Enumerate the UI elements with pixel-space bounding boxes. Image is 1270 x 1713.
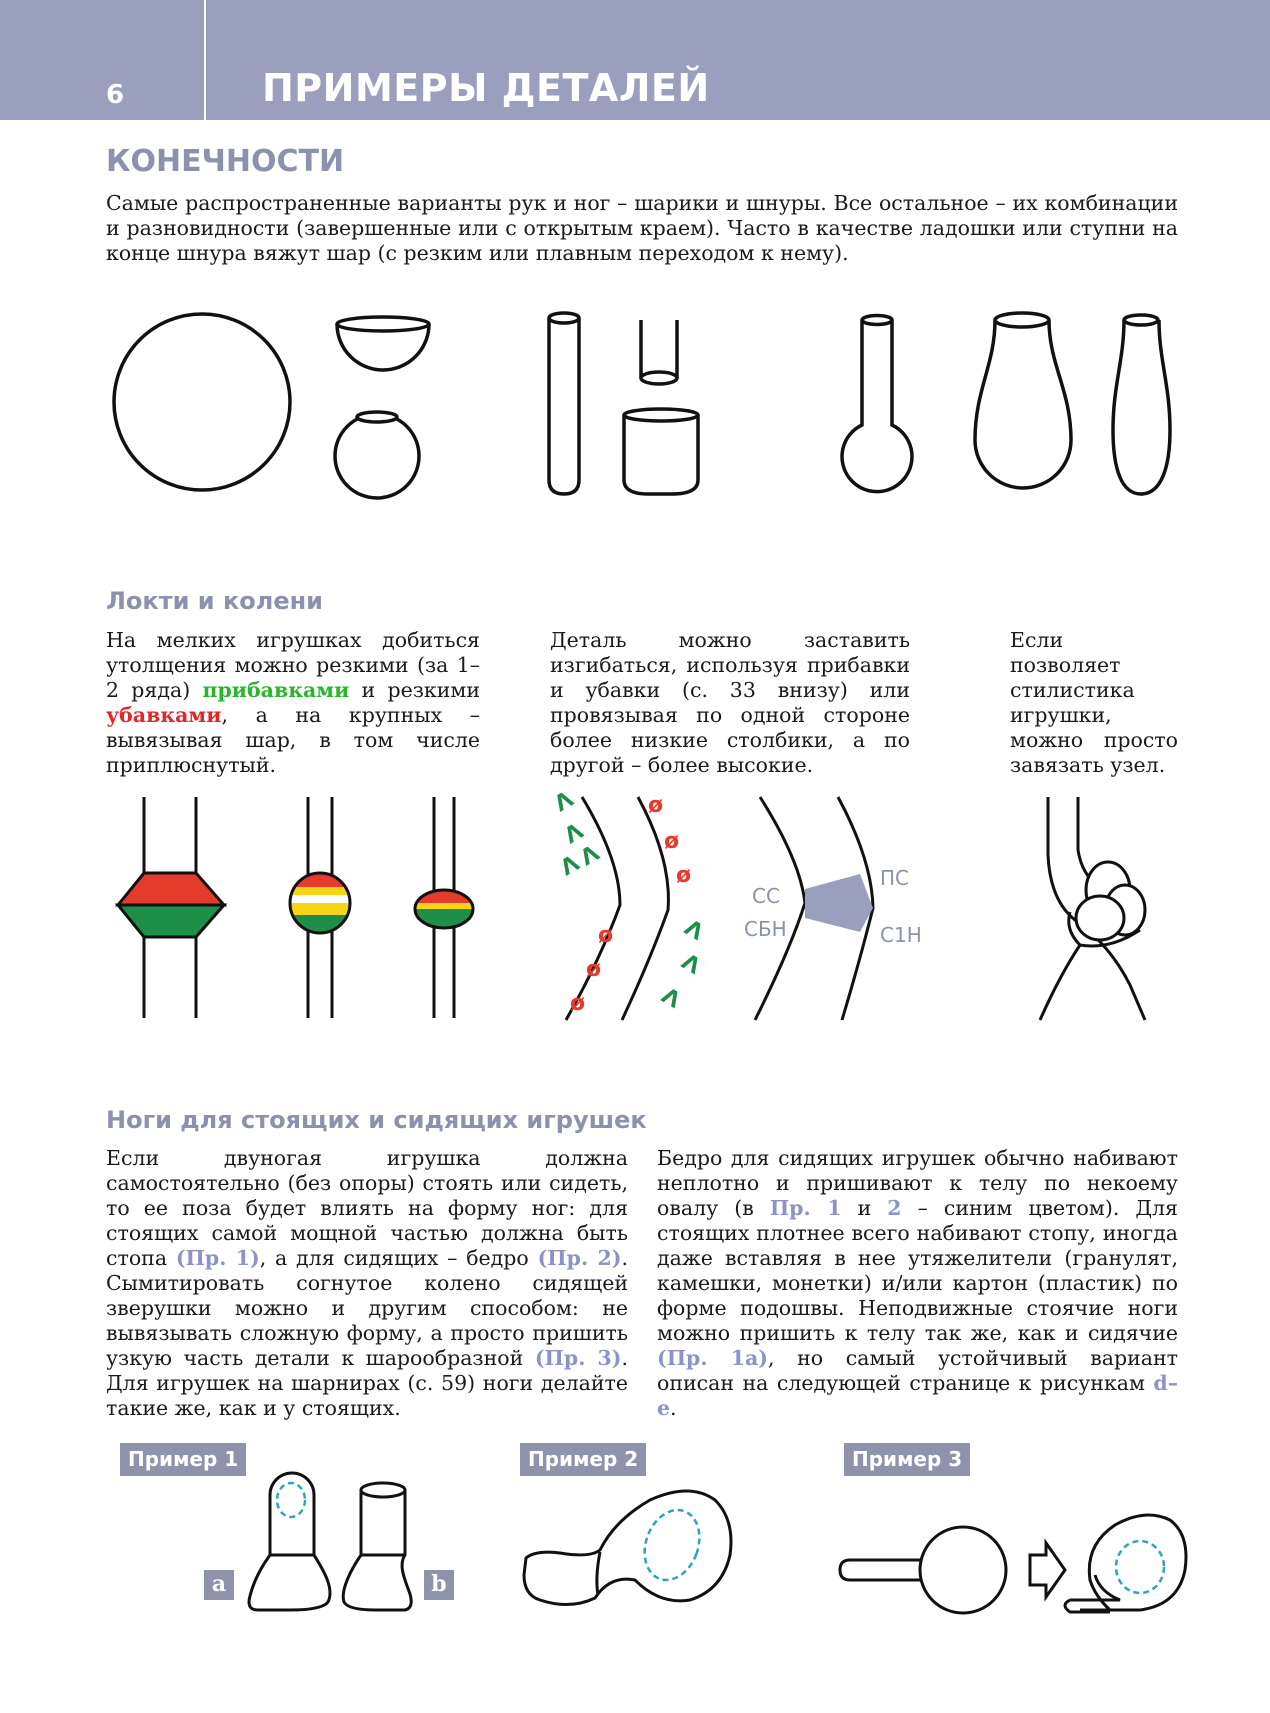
narrow-part xyxy=(840,1560,925,1580)
examples-figure xyxy=(0,1470,1270,1670)
label-ps: ПС xyxy=(880,866,910,890)
legs-text: и xyxy=(841,1196,888,1220)
elbows-figure xyxy=(0,787,1270,1030)
legs-text: – синим цветом). Для стоящих плотнее всего набивают стопу, иногда даже вставляя в нее утяжелители (гранулят, камешки, монетки) и/или картон (пластик) по форме подошвы. Неподвижные стоячие ноги можно пришить к телу так же, как и сидячие xyxy=(657,1196,1178,1345)
knot xyxy=(1040,797,1145,1020)
variant-a-label: a xyxy=(204,1570,234,1600)
tube-ball-rim xyxy=(862,316,892,325)
page-header xyxy=(0,0,1270,120)
decrease-symbols xyxy=(570,793,691,1016)
cup-shape xyxy=(624,415,698,494)
svg-text:ø: ø xyxy=(598,923,614,948)
cord-shape xyxy=(549,318,579,494)
ref-link[interactable]: Пр. 1 xyxy=(769,1196,842,1220)
cup-rim xyxy=(624,409,698,421)
legs-text: . Сымитировать согнутое колено сидящей зверушки можно и другим способом: не вывязывать сложную форму, а просто пришить узкую часть детали к шарообразной xyxy=(106,1246,628,1370)
svg-text:ø: ø xyxy=(664,829,680,854)
legs-text: . xyxy=(670,1396,677,1420)
limb-shapes-figure xyxy=(0,300,1270,510)
combined-part xyxy=(1080,1515,1186,1610)
label-s1n: С1Н xyxy=(880,923,922,947)
half-ball-rim xyxy=(337,317,429,331)
arrow xyxy=(1030,1543,1065,1597)
intro-text: Самые распространенные варианты рук и ног – шарики и шнуры. Все остальное – их комбинации и разновидности (завершенные или с открытым краем). Часто в качестве ладошки или ступни на конце шнура вяжут шар (с резким или плавным переходом к нему). xyxy=(106,191,1178,265)
elbows-title: Локти и колени xyxy=(106,587,323,615)
section-intro xyxy=(106,191,1178,266)
ref-link[interactable]: 2 xyxy=(887,1196,902,1220)
elbows-col1 xyxy=(106,628,480,778)
open-ball-rim xyxy=(357,412,397,422)
increase-symbols xyxy=(551,787,708,1014)
ref-link[interactable]: (Пр. 2) xyxy=(537,1246,622,1270)
legs-text: , но самый устойчивый вариант описан на следующей странице к рисункам xyxy=(657,1346,1178,1395)
ref-link[interactable]: d–e xyxy=(657,1371,1178,1420)
flat-ball-joint xyxy=(410,797,480,1018)
legs-col1 xyxy=(106,1146,628,1421)
elbows-text: Если позволяет стилистика игрушки, можно просто завязать узел. xyxy=(1010,628,1178,777)
slim-bulb-shape xyxy=(1113,320,1170,494)
ref-link[interactable]: (Пр. 1а) xyxy=(657,1346,769,1370)
label-cc: СС xyxy=(752,884,780,908)
svg-text:Λ: Λ xyxy=(576,841,604,872)
legs-text: , а для сидящих – бедро xyxy=(259,1246,538,1270)
bulb-shape xyxy=(975,320,1071,488)
svg-text:Λ: Λ xyxy=(680,915,708,946)
height-wedge xyxy=(805,874,873,932)
elbows-col2 xyxy=(550,628,910,778)
elbows-text: , а на крупных – вывязывая шар, в том числе приплюснутый. xyxy=(106,703,480,777)
example-3-label: Пример 3 xyxy=(844,1443,970,1476)
hex-joint xyxy=(118,797,224,1018)
open-ball-shape xyxy=(335,414,419,498)
example-1-label: Пример 1 xyxy=(120,1443,246,1476)
sitting-leg xyxy=(524,1491,731,1605)
svg-text:Λ: Λ xyxy=(560,819,588,850)
legs-col2 xyxy=(657,1146,1178,1421)
standing-leg-a xyxy=(249,1473,330,1610)
header-divider xyxy=(204,0,206,120)
svg-text:ø: ø xyxy=(586,957,602,982)
standing-leg-b xyxy=(343,1490,411,1610)
ball-joint xyxy=(288,797,352,1018)
variant-b-label: b xyxy=(424,1570,454,1600)
svg-text:Λ: Λ xyxy=(677,949,705,980)
ref-link[interactable]: (Пр. 3) xyxy=(534,1346,622,1370)
decrease-term: убавками xyxy=(106,703,222,727)
label-sbn: СБН xyxy=(744,917,787,941)
elbows-text: На мелких игрушках добиться утолщения можно резкими (за 1–2 ряда) xyxy=(106,628,480,702)
ball-shape xyxy=(114,314,290,490)
legs-text: Бедро для сидящих игрушек обычно набивают неплотно и пришивают к телу по некоему овалу (в xyxy=(657,1146,1178,1220)
example-2-label: Пример 2 xyxy=(520,1443,646,1476)
svg-text:ø: ø xyxy=(570,991,586,1016)
tube-ball-shape xyxy=(842,320,912,492)
page-number: 6 xyxy=(106,80,125,110)
page-title: ПРИМЕРЫ ДЕТАЛЕЙ xyxy=(262,66,710,110)
ref-link[interactable]: (Пр. 1) xyxy=(175,1246,260,1270)
section-title: КОНЕЧНОСТИ xyxy=(106,144,345,179)
short-tube-shape xyxy=(641,320,677,378)
elbows-text: и резкими xyxy=(349,678,480,702)
svg-text:Λ: Λ xyxy=(657,983,685,1014)
legs-title: Ноги для стоящих и сидящих игрушек xyxy=(106,1106,647,1134)
round-part xyxy=(920,1527,1006,1613)
increase-term: прибавками xyxy=(202,678,350,702)
svg-text:ø: ø xyxy=(648,793,664,818)
svg-text:Λ: Λ xyxy=(556,851,584,882)
svg-text:Λ: Λ xyxy=(550,787,578,818)
svg-text:ø: ø xyxy=(676,863,692,888)
cord-rim xyxy=(549,313,579,323)
short-tube-rim xyxy=(641,372,677,384)
slim-bulb-rim xyxy=(1124,315,1158,325)
legs-text: . Для игрушек на шарнирах (с. 59) ноги делайте такие же, как и у стоящих. xyxy=(106,1346,628,1420)
bulb-rim xyxy=(995,313,1049,327)
legs-text: Если двуногая игрушка должна самостоятельно (без опоры) стоять или сидеть, то ее поза будет влиять на форму ног: для стоящих самой мощной частью должна быть стопа xyxy=(106,1146,628,1270)
elbows-col3 xyxy=(1010,628,1178,778)
elbows-text: Деталь можно заставить изгибаться, используя прибавки и убавки (с. 33 внизу) или провязывая по одной стороне более низкие столбики, а по другой – более высокие. xyxy=(550,628,910,777)
